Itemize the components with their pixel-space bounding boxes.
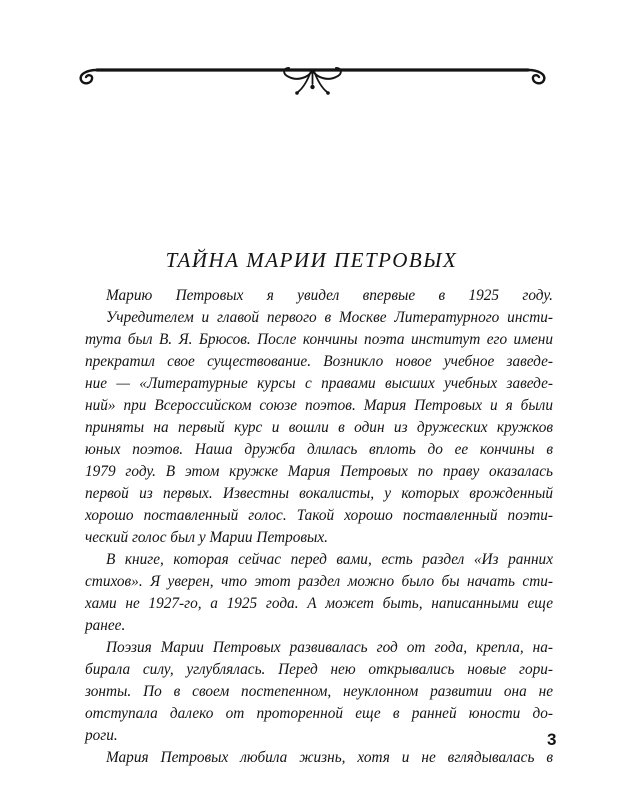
text-line: тута был В. Я. Брюсов. После кончины поэта институт его имени: [85, 331, 553, 348]
text-line: приняты на первый курс и вошли в один из дружеских кружков: [85, 419, 553, 436]
text-line: юных поэтов. Наша дружба длилась вплоть до ее кончины в: [85, 441, 553, 458]
page-number: 3: [547, 730, 557, 749]
text-line: отступала далеко от проторенной еще в ранней юности до-: [85, 705, 553, 722]
text-line: В книге, которая сейчас перед вами, есть раздел «Из ранних: [106, 551, 553, 568]
text-line: хорошо поставленный голос. Такой хорошо поставленный поэти-: [85, 507, 553, 524]
text-line: Учредителем и главой первого в Москве Литературного инсти-: [106, 309, 553, 326]
ornament-divider: [75, 54, 550, 96]
text-line: хами не 1927-го, а 1925 года. А может быть, написанными еще: [85, 595, 553, 612]
text-line: бирала силу, углублялась. Перед нею открывались новые гори-: [85, 661, 553, 678]
text-line: Марию Петровых я увидел впервые в 1925 году.: [106, 287, 553, 304]
text-line: Мария Петровых любила жизнь, хотя и не вглядывалась в: [106, 749, 553, 766]
text-line: Поэзия Марии Петровых развивалась год от года, крепла, на-: [106, 639, 553, 656]
text-line: зонты. По в своем постепенном, неуклонном развитии она не: [85, 683, 553, 700]
text-line: ний» при Всероссийском союзе поэтов. Мария Петровых и я были: [85, 397, 553, 414]
text-line: стихов». Я уверен, что этот раздел можно было бы начать сти-: [85, 573, 553, 590]
text-line: роги.: [85, 727, 118, 744]
text-line: 1979 году. В этом кружке Мария Петровых по праву оказалась: [85, 463, 553, 480]
text-line: первой из первых. Известны вокалисты, у которых врожденный: [85, 485, 553, 502]
text-line: ранее.: [85, 617, 126, 634]
page-title: ТАЙНА МАРИИ ПЕТРОВЫХ: [165, 248, 458, 272]
text-line: ние — «Литературные курсы с правами высших учебных заведе-: [85, 375, 553, 392]
text-line: прекратил свое существование. Возникло новое учебное заведе-: [85, 353, 553, 370]
text-line: ческий голос был у Марии Петровых.: [85, 529, 329, 546]
